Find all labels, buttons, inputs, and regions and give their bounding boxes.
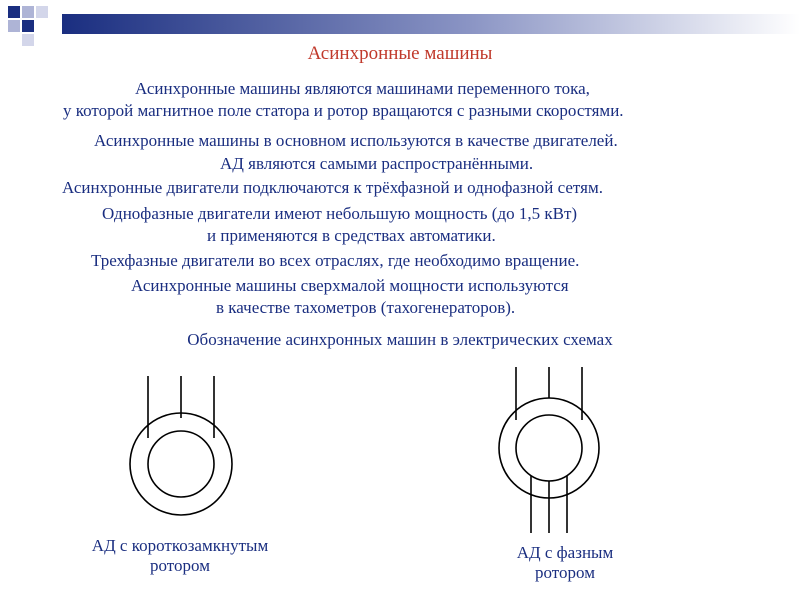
paragraph-line-2: у которой магнитное поле статора и ротор вращаются с разными скоростями.	[63, 101, 624, 120]
diagram-section-title: Обозначение асинхронных машин в электрических схемах	[187, 330, 613, 349]
squirrel-cage-caption-line1: АД с короткозамкнутым	[91, 536, 269, 555]
paragraph-line-8: Трехфазные двигатели во всех отраслях, где необходимо вращение.	[91, 251, 580, 270]
squirrel-cage-caption	[80, 536, 280, 576]
wound-rotor-motor-symbol	[499, 367, 599, 533]
squirrel-cage-caption-line2: ротором	[150, 556, 210, 575]
paragraph-line-5: Асинхронные двигатели подключаются к трёхфазной и однофазной сетям.	[62, 178, 603, 197]
paragraph-line-9: Асинхронные машины сверхмалой мощности используются	[131, 276, 569, 295]
paragraph-line-10: в качестве тахометров (тахогенераторов).	[216, 298, 516, 317]
paragraph-line-1: Асинхронные машины являются машинами переменного тока,	[135, 79, 590, 98]
paragraph-line-3: Асинхронные машины в основном используются в качестве двигателей.	[94, 131, 618, 150]
slide-title: Асинхронные машины	[307, 43, 493, 64]
paragraph-line-7: и применяются в средствах автоматики.	[207, 226, 496, 245]
paragraph-line-4: АД являются самыми распространёнными.	[220, 154, 534, 173]
squirrel-cage-motor-symbol	[130, 376, 232, 515]
wound-rotor-caption-line2: ротором	[535, 563, 595, 582]
wound-rotor-caption	[490, 543, 640, 583]
wound-rotor-caption-line1: АД с фазным	[516, 543, 614, 562]
paragraph-line-6: Однофазные двигатели имеют небольшую мощность (до 1,5 кВт)	[102, 204, 578, 223]
